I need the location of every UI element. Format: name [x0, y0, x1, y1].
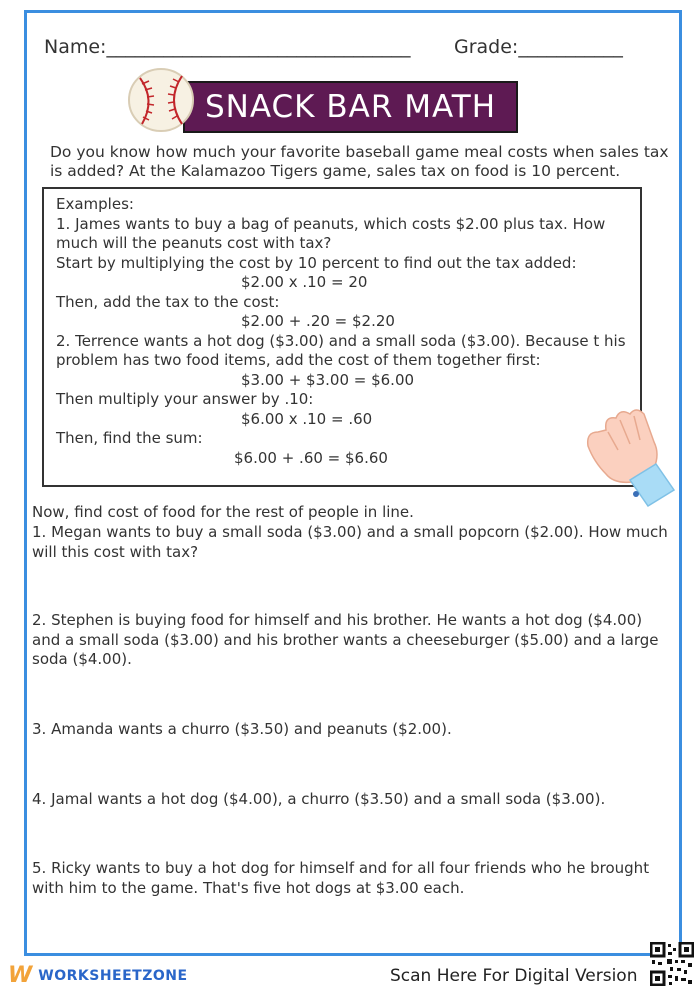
question-4: 4. Jamal wants a hot dog ($4.00), a churro ($3.50) and a small soda ($3.00).	[32, 790, 606, 808]
example-2-calc-3: $6.00 + .60 = $6.60	[234, 448, 388, 467]
example-2-step-3: Then, find the sum:	[56, 429, 203, 447]
brand-w-icon: W	[8, 963, 33, 988]
example-1-step-1: Start by multiplying the cost by 10 percent to find out the tax added:	[56, 253, 577, 272]
page-title: SNACK BAR MATH	[205, 89, 497, 125]
examples-heading: Examples:	[56, 195, 134, 213]
example-1-calc-2: $2.00 + .20 = $2.20	[241, 312, 395, 330]
qr-code-icon[interactable]	[650, 942, 694, 986]
question-1: 1. Megan wants to buy a small soda ($3.00) and a small popcorn ($2.00). How much will this cost with tax?	[32, 523, 668, 561]
name-field[interactable]: Name:________________________________	[44, 36, 411, 58]
example-2-calc-2: $6.00 x .10 = .60	[241, 409, 373, 428]
example-1-step-2: Then, add the tax to the cost:	[56, 292, 280, 311]
hand-icon	[584, 402, 676, 508]
grade-field[interactable]: Grade:___________	[454, 36, 623, 58]
example-2-calc-1: $3.00 + $3.00 = $6.00	[241, 370, 415, 389]
scan-text: Scan Here For Digital Version	[390, 966, 638, 986]
question-2: 2. Stephen is buying food for himself and his brother. He wants a hot dog ($4.00) and a small soda ($3.00) and his brother wants a cheeseburger ($5.00) and a large soda ($4.00).	[32, 611, 659, 668]
brand-name: WORKSHEETZONE	[38, 967, 188, 984]
example-1-question: 1. James wants to buy a bag of peanuts, which costs $2.00 plus tax. How much will the peanuts cost with tax?	[56, 214, 606, 252]
example-2-step-2: Then multiply your answer by .10:	[56, 390, 314, 408]
title-banner	[183, 81, 518, 133]
brand-logo[interactable]	[8, 963, 188, 988]
baseball-icon	[126, 66, 198, 134]
name-grade-row	[44, 36, 623, 58]
intro-text: Do you know how much your favorite baseball game meal costs when sales tax is added? At the Kalamazoo Tigers game, sales tax on food is 10 percent.	[50, 143, 669, 180]
examples-box	[42, 187, 642, 487]
example-2-question: 2. Terrence wants a hot dog ($3.00) and a small soda ($3.00). Because t his problem has two food items, add the cost of them together first:	[56, 331, 626, 369]
example-1-calc-1: $2.00 x .10 = 20	[241, 273, 368, 291]
question-5: 5. Ricky wants to buy a hot dog for himself and for all four friends who he brought with him to the game. That's five hot dogs at $3.00 each.	[32, 859, 650, 897]
question-3: 3. Amanda wants a churro ($3.50) and peanuts ($2.00).	[32, 720, 452, 738]
instructions-text: Now, find cost of food for the rest of people in line.	[32, 503, 414, 521]
